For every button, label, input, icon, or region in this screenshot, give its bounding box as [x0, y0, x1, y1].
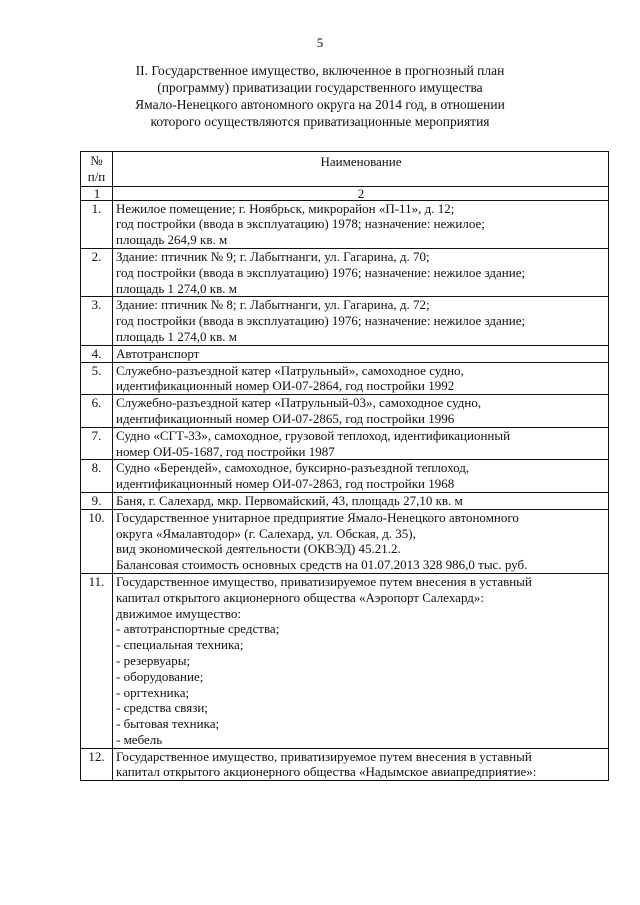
table-header-row: [81, 152, 609, 187]
row-description-line: округа «Ямалавтодор» (г. Салехард, ул. Обская, д. 35),: [116, 525, 416, 541]
table-row: [81, 492, 609, 509]
row-description: [113, 395, 609, 428]
table-index-row: [81, 186, 609, 200]
row-description-line: Здание: птичник № 9; г. Лабытнанги, ул. Гагарина, д. 70;: [116, 248, 430, 264]
table-row: [81, 395, 609, 428]
row-description-line: - оргтехника;: [116, 684, 190, 700]
row-description-line: - оборудование;: [116, 668, 204, 684]
row-description-line: идентификационный номер ОИ-07-2865, год постройки 1996: [116, 410, 455, 426]
row-description: [113, 248, 609, 296]
row-number: 7.: [81, 427, 113, 460]
row-number: 12.: [81, 748, 113, 781]
section-title-line: Ямало-Ненецкого автономного округа на 2014 год, в отношении: [135, 97, 505, 112]
table-row: [81, 345, 609, 362]
row-description-line: год постройки (ввода в эксплуатацию) 1976; назначение: нежилое здание;: [116, 313, 526, 329]
table-row: [81, 427, 609, 460]
section-title-line: (программу) приватизации государственного имущества: [157, 80, 483, 95]
row-description-line: движимое имущество:: [116, 605, 241, 621]
row-description: [113, 492, 609, 509]
row-description-line: площадь 264,9 кв. м: [116, 232, 228, 248]
row-number: 2.: [81, 248, 113, 296]
row-number: 9.: [81, 492, 113, 509]
row-number: 3.: [81, 297, 113, 345]
column-header-name: Наименование: [113, 152, 609, 187]
row-description: [113, 573, 609, 748]
row-description-line: год постройки (ввода в эксплуатацию) 1976; назначение: нежилое здание;: [116, 264, 526, 280]
row-description-line: Государственное унитарное предприятие Ямало-Ненецкого автономного: [116, 509, 519, 525]
row-description: [113, 748, 609, 781]
row-description-line: Балансовая стоимость основных средств на 01.07.2013 328 986,0 тыс. руб.: [116, 557, 528, 573]
table-row: [81, 748, 609, 781]
section-title-line: которого осуществляются приватизационные мероприятия: [150, 114, 490, 129]
row-description-line: Баня, г. Салехард, мкр. Первомайский, 43, площадь 27,10 кв. м: [116, 492, 463, 508]
row-number: 1.: [81, 200, 113, 248]
row-description-line: Служебно-разъездной катер «Патрульный-03», самоходное судно,: [116, 395, 482, 411]
row-number: 4.: [81, 345, 113, 362]
row-description-line: Государственное имущество, приватизируемое путем внесения в уставный: [116, 748, 532, 764]
row-description-line: год постройки (ввода в эксплуатацию) 1978; назначение: нежилое;: [116, 216, 485, 232]
column-header-number-line: п/п: [87, 168, 106, 184]
row-description: [113, 460, 609, 493]
row-description: [113, 345, 609, 362]
row-number: 11.: [81, 573, 113, 748]
row-description-line: Судно «СГТ-33», самоходное, грузовой теплоход, идентификационный: [116, 427, 511, 443]
row-description-line: - мебель: [116, 731, 163, 747]
row-description-line: Государственное имущество, приватизируемое путем внесения в уставный: [116, 573, 532, 589]
row-description-line: Служебно-разъездной катер «Патрульный», самоходное судно,: [116, 362, 464, 378]
row-description-line: Автотранспорт: [116, 345, 200, 361]
row-description-line: Нежилое помещение; г. Ноябрьск, микрорайон «П-11», д. 12;: [116, 200, 455, 216]
row-description-line: площадь 1 274,0 кв. м: [116, 328, 237, 344]
section-title: [0, 62, 640, 130]
row-description-line: номер ОИ-05-1687, год постройки 1987: [116, 443, 335, 459]
table-row: [81, 362, 609, 395]
row-description-line: капитал открытого акционерного общества «Надымское авиапредприятие»:: [116, 764, 537, 780]
column-header-number-line: №: [90, 153, 103, 168]
row-description-line: Здание: птичник № 8; г. Лабытнанги, ул. Гагарина, д. 72;: [116, 297, 430, 313]
section-title-line: II. Государственное имущество, включенное в прогнозный план: [135, 63, 505, 78]
column-index-name: 2: [113, 186, 609, 200]
row-description-line: - автотранспортные средства;: [116, 621, 280, 637]
row-number: 5.: [81, 362, 113, 395]
row-number: 6.: [81, 395, 113, 428]
row-description-line: - специальная техника;: [116, 637, 244, 653]
table-row: [81, 509, 609, 573]
table-row: [81, 297, 609, 345]
column-index-number: 1: [81, 186, 113, 200]
table-row: [81, 460, 609, 493]
row-description: [113, 509, 609, 573]
row-description-line: идентификационный номер ОИ-07-2863, год постройки 1968: [116, 476, 455, 492]
row-description: [113, 297, 609, 345]
row-description-line: - бытовая техника;: [116, 716, 220, 732]
row-number: 10.: [81, 509, 113, 573]
row-description-line: - средства связи;: [116, 700, 208, 716]
table-row: [81, 248, 609, 296]
row-description-line: идентификационный номер ОИ-07-2864, год постройки 1992: [116, 378, 455, 394]
page-number: 5: [316, 35, 324, 50]
row-description-line: площадь 1 274,0 кв. м: [116, 280, 237, 296]
row-description: [113, 427, 609, 460]
row-description: [113, 362, 609, 395]
row-description-line: капитал открытого акционерного общества «Аэропорт Салехард»:: [116, 589, 484, 605]
row-description: [113, 200, 609, 248]
row-description-line: - резервуары;: [116, 652, 191, 668]
table-row: [81, 200, 609, 248]
property-table: [80, 151, 609, 781]
row-description-line: Судно «Берендей», самоходное, буксирно-разъездной теплоход,: [116, 460, 470, 476]
column-header-number: [81, 152, 113, 187]
row-description-line: вид экономической деятельности (ОКВЭД) 45.21.2.: [116, 541, 401, 557]
table-body: [81, 200, 609, 781]
table-row: [81, 573, 609, 748]
row-number: 8.: [81, 460, 113, 493]
